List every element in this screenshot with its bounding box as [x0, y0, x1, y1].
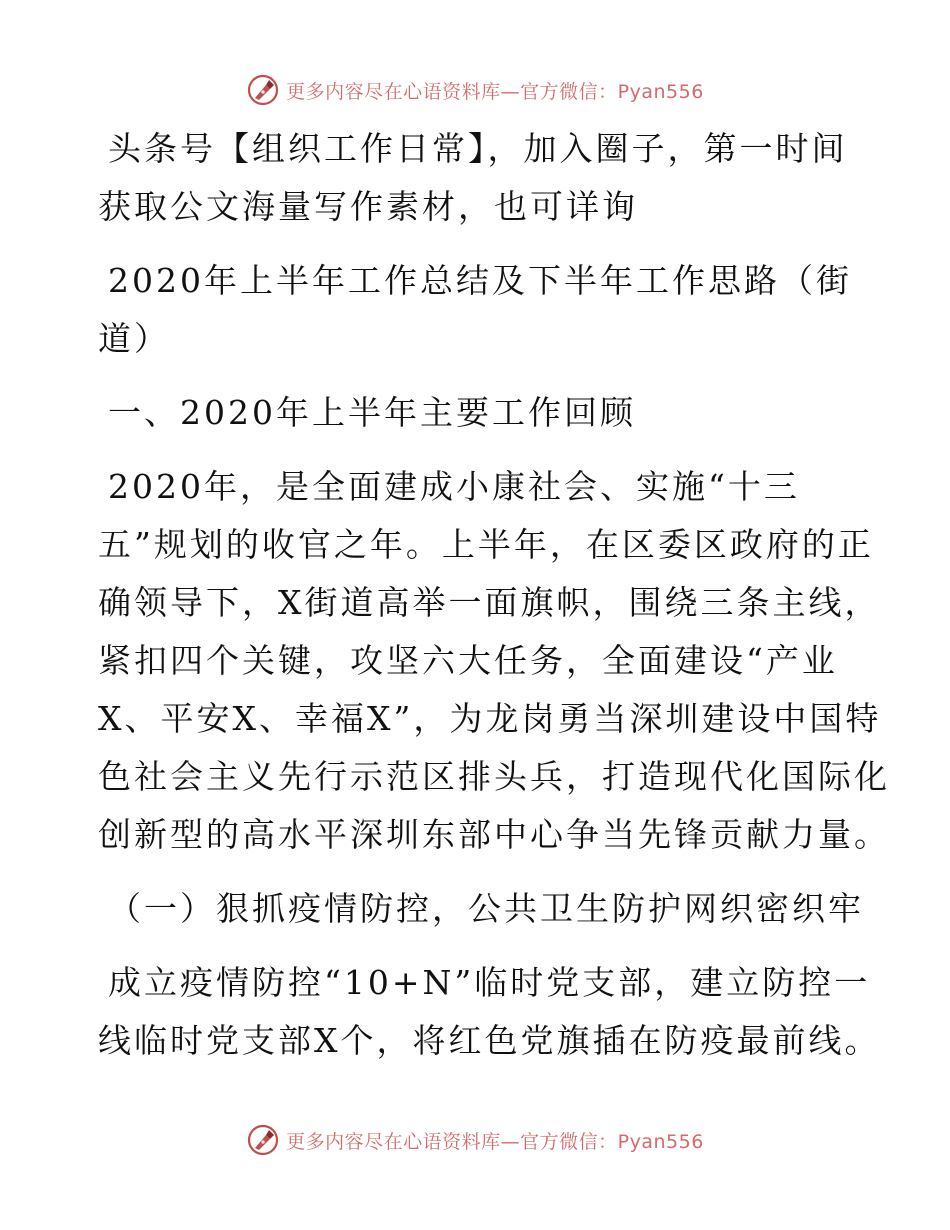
intro-line-1: 头条号【组织工作日常】，加入圈子，第一时间 [108, 129, 848, 168]
footer-watermark [0, 1120, 950, 1160]
doc-title-line-1: 2020年上半年工作总结及下半年工作思路（街 [108, 261, 852, 300]
pen-nib-logo-icon [246, 73, 280, 107]
subsection-heading-1: （一）狠抓疫情防控，公共卫生防护网织密织牢 [108, 889, 864, 928]
paragraph-line-2: 五”规划的收官之年。上半年，在区委区政府的正 [98, 525, 874, 564]
intro-line-2: 获取公文海量写作素材，也可详询 [98, 187, 638, 226]
paragraph-line-6: 色社会主义先行示范区排头兵，打造现代化国际化 [98, 757, 890, 796]
header-watermark [0, 70, 950, 110]
watermark-text: 更多内容尽在心语资料库—官方微信：Pyan556 [286, 1130, 704, 1153]
paragraph-line-1: 2020年，是全面建成小康社会、实施“十三 [108, 467, 800, 506]
paragraph2-line-2: 线临时党支部X个，将红色党旗插在防疫最前线。 [98, 1021, 881, 1060]
document-body [98, 120, 890, 1070]
paragraph-line-4: 紧扣四个关键，攻坚六大任务，全面建设“产业 [98, 641, 838, 680]
paragraph2-line-1: 成立疫情防控“10+N”临时党支部，建立防控一 [108, 963, 871, 1002]
section-heading-1: 一、2020年上半年主要工作回顾 [108, 393, 636, 432]
watermark-text: 更多内容尽在心语资料库—官方微信：Pyan556 [286, 80, 704, 103]
paragraph-line-5: X、平安X、幸福X”，为龙岗勇当深圳建设中国特 [98, 699, 882, 738]
paragraph-line-7: 创新型的高水平深圳东部中心争当先锋贡献力量。 [98, 815, 890, 854]
paragraph-line-3: 确领导下，X街道高举一面旗帜，围绕三条主线， [98, 583, 881, 622]
doc-title-line-2: 道） [98, 319, 170, 358]
pen-nib-logo-icon [246, 1123, 280, 1157]
